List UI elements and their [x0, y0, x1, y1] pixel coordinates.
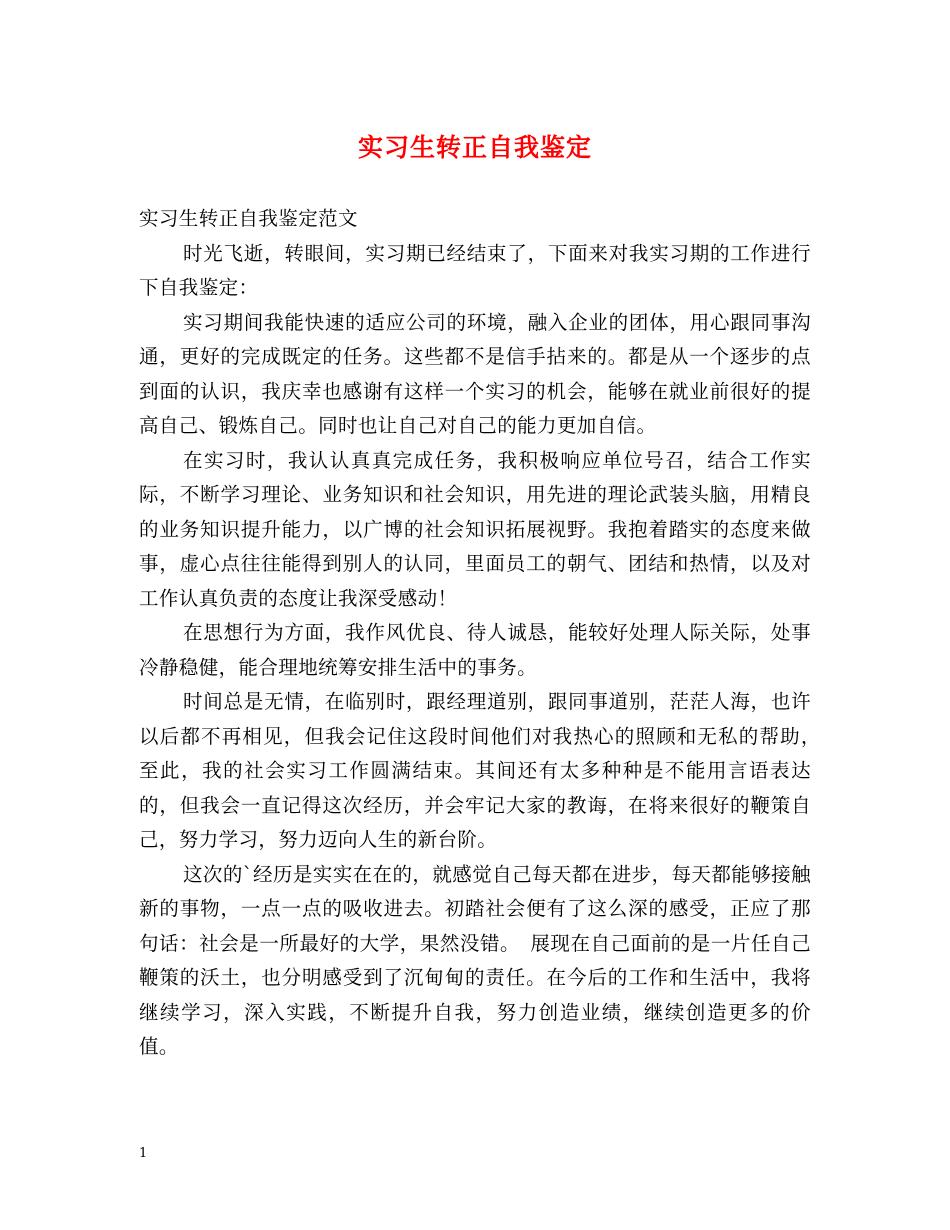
- paragraph-adaptation: 实习期间我能快速的适应公司的环境，融入企业的团体，用心跟同事沟通，更好的完成既定的任务。这些都不是信手拈来的。都是从一个逐步的点到面的认识，我庆幸也感谢有这样一个实习的机会，能够在就业前很好的提高自己、锻炼自己。同时也让自己对自己的能力更加自信。: [139, 310, 811, 437]
- paragraph-farewell: 时间总是无情，在临别时，跟经理道别，跟同事道别，茫茫人海，也许以后都不再相见，但我会记住这段时间他们对我热心的照顾和无私的帮助， 至此，我的社会实习工作圆满结束。其间还有太多种种是不能用言语表达的，但我会一直记得这次经历，并会牢记大家的教诲，在将来很好的鞭策自己，努力学习，努力迈向人生的新台阶。: [139, 690, 831, 851]
- document-subtitle: 实习生转正自我鉴定范文: [139, 207, 358, 230]
- paragraph-work-attitude: 在实习时，我认认真真完成任务，我积极响应单位号召，结合工作实际，不断学习理论、业务知识和社会知识，用先进的理论武装头脑，用精良的业务知识提升能力，以广博的社会知识拓展视野。我抱着踏实的态度来做事，虚心点往往能得到别人的认同，里面员工的朝气、团结和热情，以及对工作认真负责的态度让我深受感动！: [139, 448, 811, 610]
- page-number: 1: [139, 1146, 148, 1161]
- paragraph-conduct: 在思想行为方面，我作风优良、待人诚恳，能较好处理人际关际，处事冷静稳健，能合理地统筹安排生活中的事务。: [139, 621, 811, 679]
- paragraph-intro: 时光飞逝，转眼间，实习期已经结束了，下面来对我实习期的工作进行下自我鉴定：: [139, 241, 811, 299]
- document-title: 实习生转正自我鉴定: [357, 133, 592, 162]
- paragraph-conclusion: 这次的`经历是实实在在的，就感觉自己每天都在进步，每天都能够接触新的事物，一点一点的吸收进去。初踏社会便有了这么深的感受，正应了那句话：社会是一所最好的大学，果然没错。 展现在自己面前的是一片任自己鞭策的沃土，也分明感受到了沉甸甸的责任。在今后的工作和生活中，我将继续学习，深入实践，不断提升自我，努力创造业绩，继续创造更多的价值。: [139, 862, 811, 1058]
- document-body: [139, 202, 831, 1065]
